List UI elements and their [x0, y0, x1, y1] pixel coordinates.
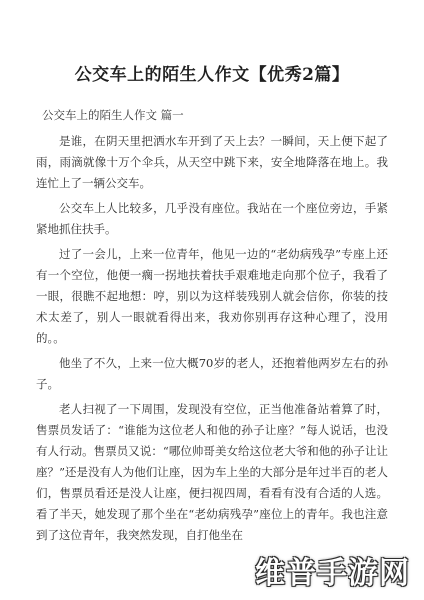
site-watermark: 维普手游网 [255, 556, 410, 591]
paragraph: 是谁，在阴天里把洒水车开到了天上去？一瞬间，天上便下起了雨，雨滴就像十万个伞兵，从天空中跳下来，安全地降落在地上。我连忙上了一辆公交车。 [36, 134, 388, 190]
paragraph: 过了一会儿，上来一位青年，他见一边的“老幼病残孕”专座上还有一个空位，他便一瘸一拐地扶着扶手艰难地走向那个位子，我看了一眼，很瞧不起地想：哼，别以为这样装残别人就会信你，你装的技术太差了，别人一眼就看得出来，我劝你别再存这种心理了，没用的。。 [36, 247, 388, 345]
paragraph: 他坐了不久，上来一位大概70岁的老人，还抱着他两岁左右的孙子。 [36, 356, 388, 391]
paragraph: 老人扫视了一下周围，发现没有空位，正当他准备站着算了时，售票员发话了：“谁能为这位老人和他的孙子让座？”每人说话，也没有人行动。售票员又说：“哪位帅哥美女给这位老大爷和他的孙子让让座？”还是没有人为他们让座，因为车上坐的大部分是年过半百的老人们，售票员看还是没人让座，便扫视四周，看看有没有合适的人选。看了半天，她发现了那个坐在“老幼病残孕”座位上的青年。我也注意到了这位青年，我突然发现，自打他坐在 [36, 402, 388, 542]
section-heading: 公交车上的陌生人作文 篇一 [42, 108, 184, 122]
paragraph: 公交车上人比较多，几乎没有座位。我站在一个座位旁边，手紧紧地抓住扶手。 [36, 201, 388, 236]
document-title: 公交车上的陌生人作文【优秀2篇】 [74, 65, 350, 85]
